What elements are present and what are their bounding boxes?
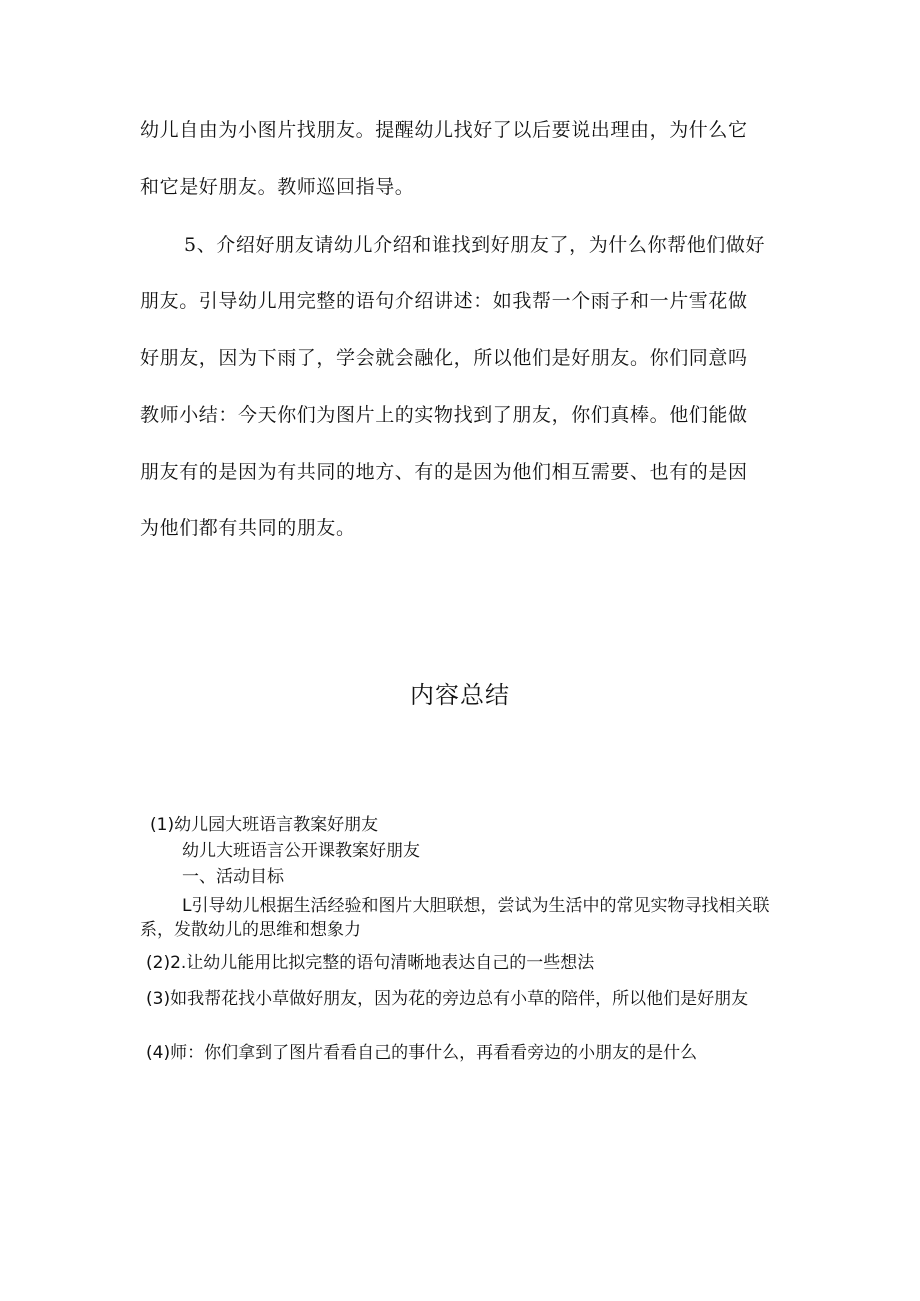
summary-item-1: (1)幼儿园大班语言教案好朋友 bbox=[150, 815, 379, 835]
body-line-6: 教师小结：今天你们为图片上的实物找到了朋友，你们真棒。他们能做 bbox=[140, 404, 748, 426]
summary-item-4: (4)师：你们拿到了图片看看自己的事什么，再看看旁边的小朋友的是什么 bbox=[146, 1043, 698, 1063]
body-line-7: 朋友有的是因为有共同的地方、有的是因为他们相互需要、也有的是因 bbox=[140, 461, 748, 483]
body-line-4: 朋友。引导幼儿用完整的语句介绍讲述：如我帮一个雨子和一片雪花做 bbox=[140, 290, 748, 312]
body-line-5: 好朋友，因为下雨了，学会就会融化，所以他们是好朋友。你们同意吗 bbox=[140, 347, 748, 369]
summary-item-2: (2)2.让幼儿能用比拟完整的语句清晰地表达自己的一些想法 bbox=[146, 953, 595, 973]
summary-item-1-heading: 一、活动目标 bbox=[182, 867, 284, 887]
body-line-8: 为他们都有共同的朋友。 bbox=[140, 517, 356, 539]
body-line-1: 幼儿自由为小图片找朋友。提醒幼儿找好了以后要说出理由，为什么它 bbox=[140, 119, 748, 141]
summary-title: 内容总结 bbox=[410, 681, 510, 709]
summary-item-1-goal: L引导幼儿根据生活经验和图片大胆联想，尝试为生活中的常见实物寻找相关联系，发散幼儿的思维和想象力 bbox=[140, 896, 770, 940]
body-line-2: 和它是好朋友。教师巡回指导。 bbox=[140, 176, 415, 198]
summary-item-3: (3)如我帮花找小草做好朋友，因为花的旁边总有小草的陪伴，所以他们是好朋友 bbox=[146, 989, 749, 1009]
body-line-3: 5、介绍好朋友请幼儿介绍和谁找到好朋友了，为什么你帮他们做好 bbox=[184, 234, 766, 256]
summary-item-1-subtitle: 幼儿大班语言公开课教案好朋友 bbox=[182, 841, 420, 861]
